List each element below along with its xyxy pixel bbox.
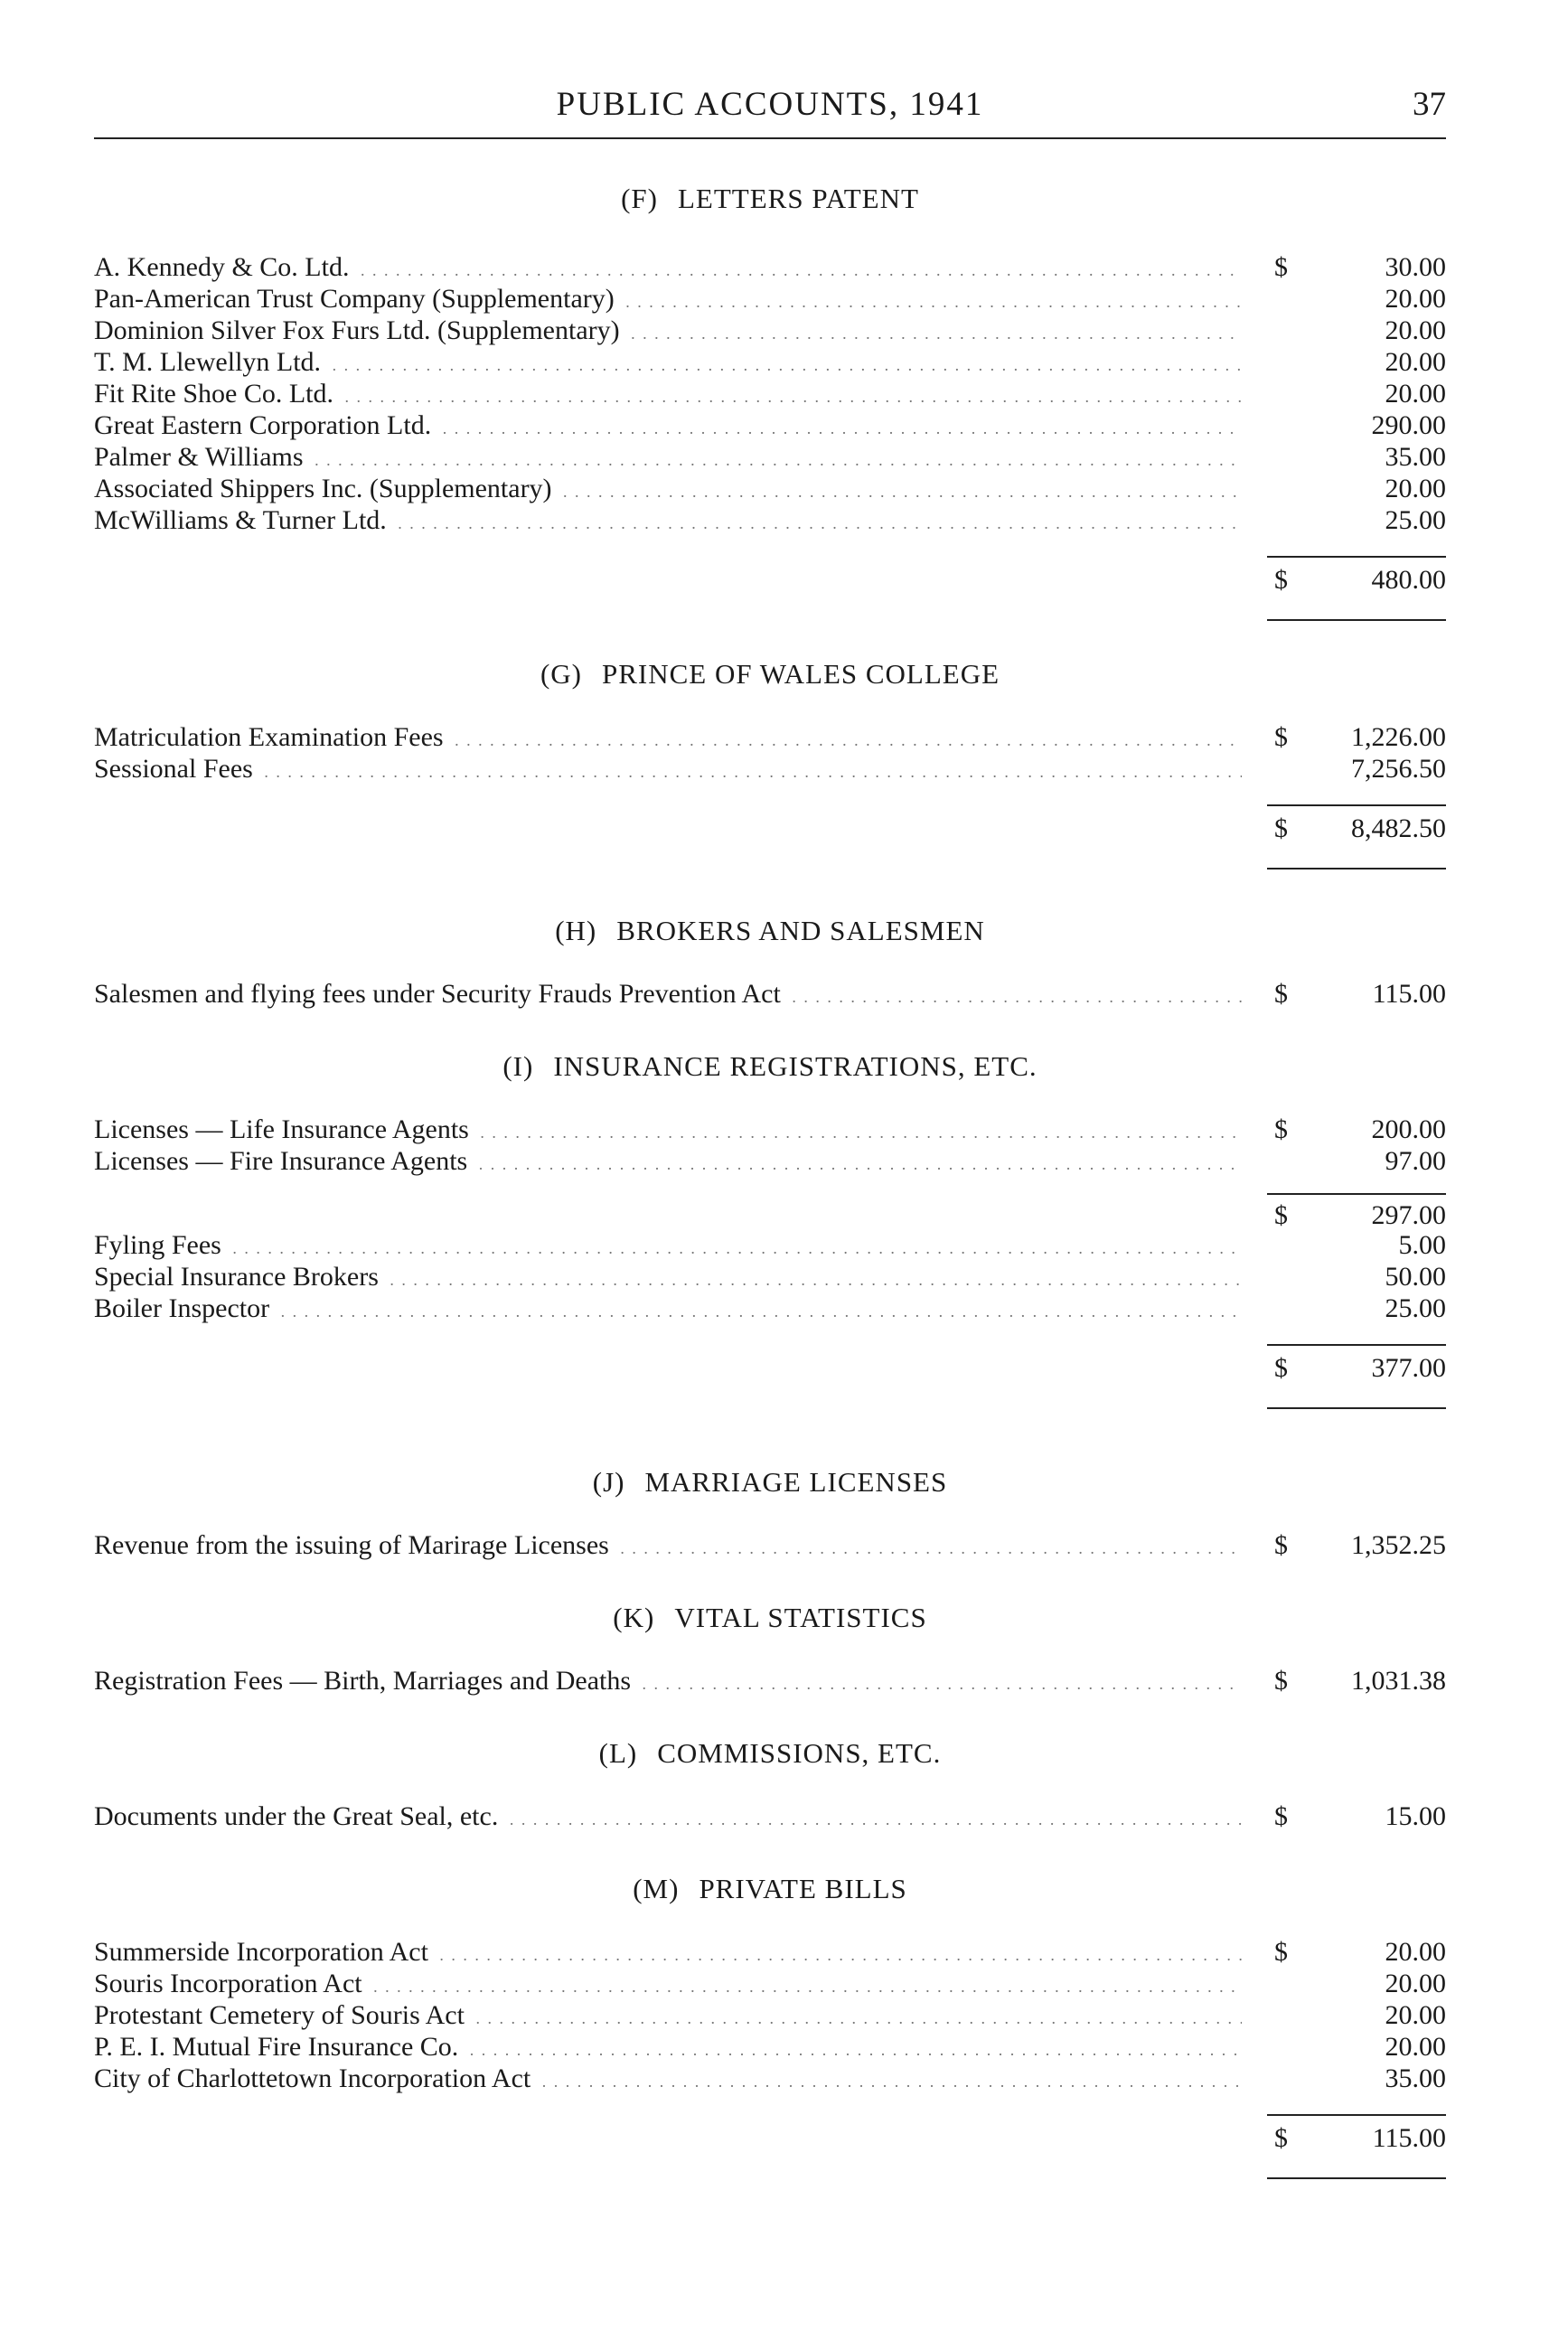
section-code: (M) xyxy=(633,1873,680,1904)
row-amount: 5.00 xyxy=(1398,1230,1446,1260)
table-row xyxy=(94,504,1446,536)
table-row xyxy=(94,378,1446,409)
row-amount: 20.00 xyxy=(1385,1969,1446,1998)
section-prince-of-wales-college xyxy=(94,656,1446,871)
row-label: T. M. Llewellyn Ltd. xyxy=(94,347,326,377)
section-commissions xyxy=(94,1735,1446,1832)
row-amount: 25.00 xyxy=(1385,1293,1446,1323)
section-code: (G) xyxy=(540,658,582,690)
section-code: (H) xyxy=(555,915,597,946)
table-row xyxy=(94,1145,1446,1177)
row-label: City of Charlottetown Incorporation Act xyxy=(94,2063,536,2093)
row-amount: 1,226.00 xyxy=(1351,722,1446,752)
row-label: P. E. I. Mutual Fire Insurance Co. xyxy=(94,2032,464,2062)
section-title xyxy=(94,1871,1446,1907)
table-row xyxy=(94,346,1446,378)
section-total xyxy=(94,2094,1446,2181)
table-row xyxy=(94,1936,1446,1968)
section-heading: BROKERS AND SALESMEN xyxy=(616,915,985,946)
section-heading: MARRIAGE LICENSES xyxy=(644,1466,948,1498)
row-label: Palmer & Williams xyxy=(94,442,309,472)
row-amount: 97.00 xyxy=(1385,1146,1446,1176)
row-label: Great Eastern Corporation Ltd. xyxy=(94,410,437,440)
section-insurance-registrations xyxy=(94,1048,1446,1411)
row-label: Boiler Inspector xyxy=(94,1293,275,1323)
row-amount: 20.00 xyxy=(1385,2032,1446,2062)
row-amount: 25.00 xyxy=(1385,505,1446,535)
page-title: PUBLIC ACCOUNTS, 1941 xyxy=(556,86,984,123)
section-total xyxy=(94,785,1446,871)
table-row xyxy=(94,1665,1446,1697)
section-code: (F) xyxy=(621,183,658,214)
table-row xyxy=(94,2063,1446,2094)
currency-sign: $ xyxy=(1274,1114,1288,1144)
page-header xyxy=(94,80,1446,134)
total-rule xyxy=(1267,619,1446,621)
section-total xyxy=(94,536,1446,623)
total-amount: 8,482.50 xyxy=(1351,813,1446,843)
row-label: Dominion Silver Fox Furs Ltd. (Supplementary) xyxy=(94,315,625,345)
row-label: Registration Fees — Birth, Marriages and Deaths xyxy=(94,1666,636,1696)
row-label: Fyling Fees xyxy=(94,1230,227,1260)
table-row xyxy=(94,721,1446,753)
row-amount: 35.00 xyxy=(1385,2063,1446,2093)
currency-sign: $ xyxy=(1274,252,1288,282)
section-subtotal xyxy=(94,1177,1446,1229)
row-label: A. Kennedy & Co. Ltd. xyxy=(94,252,354,282)
total-amount: 377.00 xyxy=(1371,1353,1446,1383)
section-heading: VITAL STATISTICS xyxy=(674,1602,927,1633)
section-code: (I) xyxy=(502,1050,534,1082)
row-amount: 15.00 xyxy=(1385,1801,1446,1831)
total-rule xyxy=(1267,1344,1446,1346)
page-number: 37 xyxy=(1413,86,1446,123)
section-heading: PRINCE OF WALES COLLEGE xyxy=(601,658,1000,690)
row-label: Sessional Fees xyxy=(94,754,258,784)
currency-sign: $ xyxy=(1274,565,1288,595)
row-label: Salesmen and flying fees under Security Frauds Prevention Act xyxy=(94,979,786,1009)
section-title xyxy=(94,1464,1446,1500)
table-row xyxy=(94,2031,1446,2063)
section-heading: PRIVATE BILLS xyxy=(699,1873,907,1904)
row-label: Special Insurance Brokers xyxy=(94,1262,384,1292)
section-code: (K) xyxy=(613,1602,655,1633)
total-amount: 115.00 xyxy=(1372,2123,1446,2153)
section-brokers-and-salesmen xyxy=(94,913,1446,1010)
table-row xyxy=(94,1800,1446,1832)
row-amount: 1,031.38 xyxy=(1351,1666,1446,1696)
row-label: Summerside Incorporation Act xyxy=(94,1937,434,1967)
row-label: Licenses — Fire Insurance Agents xyxy=(94,1146,473,1176)
section-heading: INSURANCE REGISTRATIONS, ETC. xyxy=(553,1050,1038,1082)
currency-sign: $ xyxy=(1274,1530,1288,1560)
currency-sign: $ xyxy=(1274,1666,1288,1696)
row-amount: 50.00 xyxy=(1385,1262,1446,1292)
section-marriage-licenses xyxy=(94,1464,1446,1561)
currency-sign: $ xyxy=(1274,1353,1288,1383)
subtotal-amount: 297.00 xyxy=(1371,1200,1446,1230)
currency-sign: $ xyxy=(1274,1937,1288,1967)
table-row xyxy=(94,1968,1446,1999)
section-code: (J) xyxy=(592,1466,625,1498)
row-amount: 35.00 xyxy=(1385,442,1446,472)
table-row xyxy=(94,1261,1446,1292)
row-label: Protestant Cemetery of Souris Act xyxy=(94,2000,470,2030)
row-label: Associated Shippers Inc. (Supplementary) xyxy=(94,474,558,503)
table-row xyxy=(94,1114,1446,1145)
section-vital-statistics xyxy=(94,1600,1446,1697)
currency-sign: $ xyxy=(1274,722,1288,752)
row-label: Pan-American Trust Company (Supplementary) xyxy=(94,284,620,314)
table-row xyxy=(94,473,1446,504)
currency-sign: $ xyxy=(1274,1801,1288,1831)
section-title xyxy=(94,656,1446,692)
section-heading: COMMISSIONS, ETC. xyxy=(657,1737,942,1769)
section-title xyxy=(94,1048,1446,1085)
table-row xyxy=(94,1229,1446,1261)
table-row xyxy=(94,409,1446,441)
currency-sign: $ xyxy=(1274,2123,1288,2153)
section-title xyxy=(94,181,1446,217)
subtotal-rule xyxy=(1267,1193,1446,1195)
total-rule xyxy=(1267,868,1446,870)
table-row xyxy=(94,251,1446,283)
row-amount: 7,256.50 xyxy=(1351,754,1446,784)
table-row xyxy=(94,1292,1446,1324)
section-title xyxy=(94,913,1446,949)
total-rule xyxy=(1267,2177,1446,2179)
row-label: Souris Incorporation Act xyxy=(94,1969,368,1998)
row-amount: 20.00 xyxy=(1385,474,1446,503)
row-amount: 115.00 xyxy=(1372,979,1446,1009)
total-rule xyxy=(1267,556,1446,558)
row-amount: 1,352.25 xyxy=(1351,1530,1446,1560)
total-rule xyxy=(1267,804,1446,806)
row-label: Revenue from the issuing of Marirage Licenses xyxy=(94,1530,615,1560)
total-rule xyxy=(1267,1407,1446,1409)
row-amount: 20.00 xyxy=(1385,315,1446,345)
section-title xyxy=(94,1735,1446,1772)
row-label: Documents under the Great Seal, etc. xyxy=(94,1801,503,1831)
currency-sign: $ xyxy=(1274,813,1288,843)
table-row xyxy=(94,753,1446,785)
section-private-bills xyxy=(94,1871,1446,2181)
currency-sign: $ xyxy=(1274,979,1288,1009)
table-row xyxy=(94,315,1446,346)
table-row xyxy=(94,1529,1446,1561)
section-code: (L) xyxy=(598,1737,638,1769)
table-row xyxy=(94,978,1446,1010)
row-amount: 20.00 xyxy=(1385,2000,1446,2030)
section-letters-patent xyxy=(94,181,1446,623)
table-row xyxy=(94,441,1446,473)
row-amount: 20.00 xyxy=(1385,379,1446,409)
row-amount: 200.00 xyxy=(1371,1114,1446,1144)
total-rule xyxy=(1267,2114,1446,2116)
section-title xyxy=(94,1600,1446,1636)
row-amount: 20.00 xyxy=(1385,347,1446,377)
row-amount: 20.00 xyxy=(1385,284,1446,314)
row-label: McWilliams & Turner Ltd. xyxy=(94,505,392,535)
row-amount: 290.00 xyxy=(1371,410,1446,440)
table-row xyxy=(94,283,1446,315)
row-amount: 20.00 xyxy=(1385,1937,1446,1967)
row-label: Licenses — Life Insurance Agents xyxy=(94,1114,474,1144)
total-amount: 480.00 xyxy=(1371,565,1446,595)
currency-sign: $ xyxy=(1274,1200,1288,1230)
section-heading: LETTERS PATENT xyxy=(678,183,919,214)
row-label: Matriculation Examination Fees xyxy=(94,722,449,752)
table-row xyxy=(94,1999,1446,2031)
header-rule xyxy=(94,137,1446,139)
section-total xyxy=(94,1324,1446,1411)
row-amount: 30.00 xyxy=(1385,252,1446,282)
row-label: Fit Rite Shoe Co. Ltd. xyxy=(94,379,339,409)
